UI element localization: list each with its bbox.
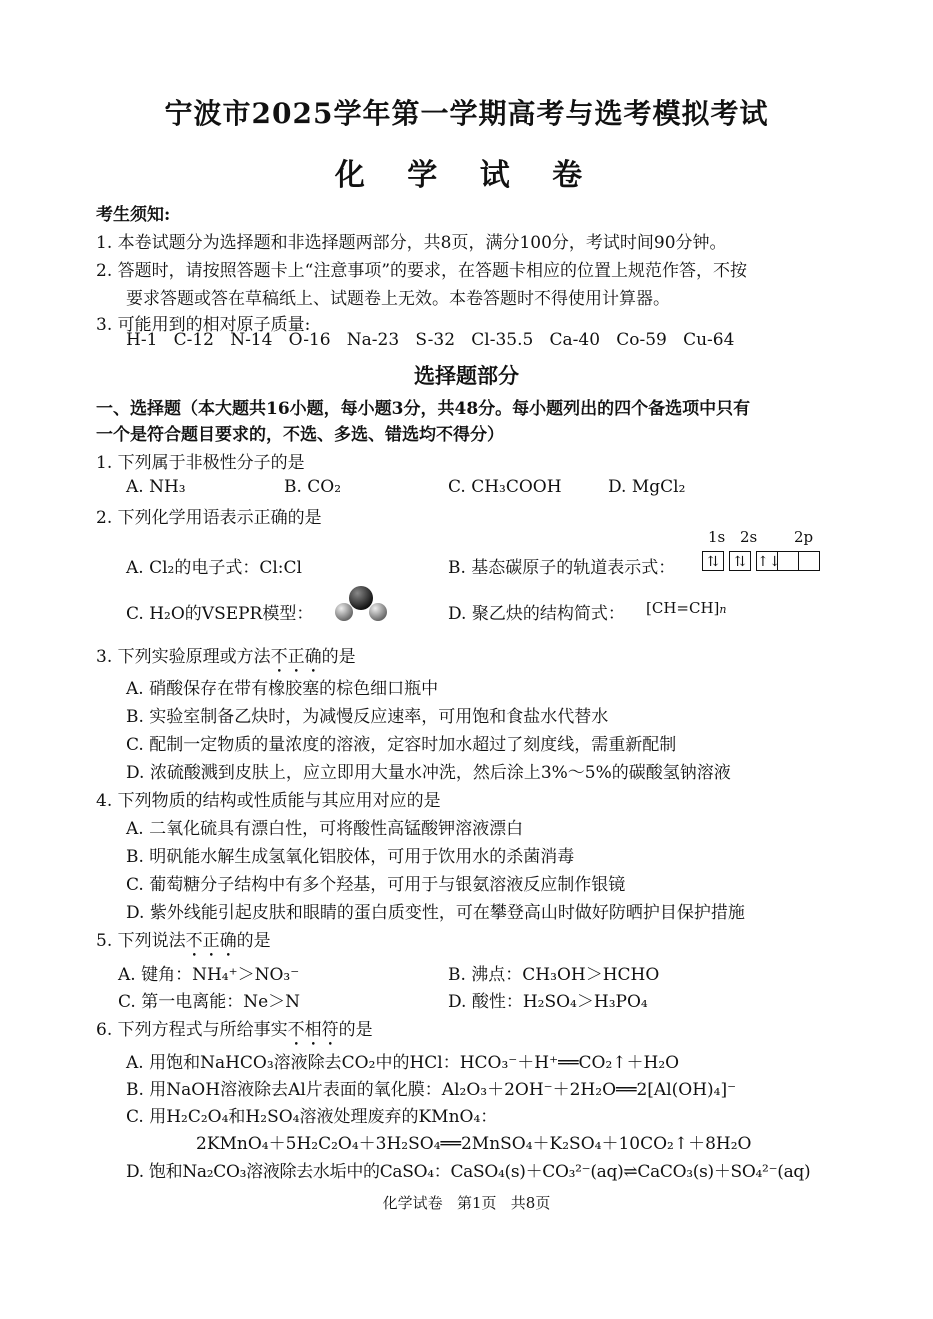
q6-stem-post: 的是 [338, 1020, 373, 1040]
water-vsepr-model-icon [330, 584, 392, 624]
q3-option-b: B. 实验室制备乙炔时，为减慢反应速率，可用饱和食盐水代替水 [126, 707, 609, 727]
exam-title: 宁波市2025学年第一学期高考与选考模拟考试 [164, 97, 769, 130]
q5-option-a: A. 键角：NH₄⁺＞NO₃⁻ [118, 965, 300, 985]
q6-stem-pre: 6. 下列方程式与所给事实 [96, 1020, 288, 1040]
q3-option-d: D. 浓硫酸溅到皮肤上，应立即用大量水冲洗，然后涂上3%～5%的碳酸氢钠溶液 [126, 763, 731, 783]
q6-option-b: B. 用NaOH溶液除去Al片表面的氧化膜：Al₂O₃＋2OH⁻＋2H₂O══2[Al(OH)₄]⁻ [126, 1080, 737, 1100]
q6-option-d: D. 饱和Na₂CO₃溶液除去水垢中的CaSO₄：CaSO₄(s)＋CO₃²⁻(aq)⇌CaCO₃(s)＋SO₄²⁻(aq) [126, 1162, 811, 1182]
q4-option-b: B. 明矾能水解生成氢氧化铝胶体，可用于饮用水的杀菌消毒 [126, 847, 575, 867]
orbital-label-2s: 2s [740, 528, 758, 546]
q1-option-a: A. NH₃ [126, 477, 186, 497]
q3-stem [96, 642, 356, 677]
notice-heading: 考生须知: [96, 205, 171, 225]
orbital-label-1s: 1s [708, 528, 726, 546]
section-title: 选择题部分 [414, 363, 519, 388]
page-footer: 化学试卷 第1页 共8页 [382, 1194, 551, 1212]
q1-stem: 1. 下列属于非极性分子的是 [96, 453, 305, 473]
q2-option-c: C. H₂O的VSEPR模型： [126, 604, 314, 624]
orbital-box-2p-1: ↑↓ [756, 551, 778, 571]
q2-option-b: B. 基态碳原子的轨道表示式： [448, 558, 676, 578]
polyacetylene-unit: [CH=CH] [646, 599, 720, 617]
q2-option-d: D. 聚乙炔的结构简式： [448, 604, 625, 624]
notice-item-3: 3. 可能用到的相对原子质量: [96, 315, 311, 335]
q4-stem: 4. 下列物质的结构或性质能与其应用对应的是 [96, 791, 441, 811]
orbital-diagram [703, 550, 820, 571]
q6-stem [96, 1015, 373, 1050]
section-instruction-1: 一、选择题（本大题共16小题，每小题3分，共48分。每小题列出的四个备选项中只有 [96, 399, 751, 419]
notice-item-2-cont: 要求答题或答在草稿纸上、试题卷上无效。本卷答题时不得使用计算器。 [126, 289, 670, 309]
q5-stem-emph: 不正确 [185, 931, 237, 951]
q5-stem-post: 的是 [236, 931, 271, 951]
orbital-box-2s: ⇅ [729, 551, 751, 571]
q5-option-b: B. 沸点：CH₃OH＞HCHO [448, 965, 660, 985]
q4-option-d: D. 紫外线能引起皮肤和眼睛的蛋白质变性，可在攀登高山时做好防晒护目保护措施 [126, 903, 745, 923]
q3-option-a: A. 硝酸保存在带有橡胶塞的棕色细口瓶中 [126, 679, 439, 699]
q4-option-a: A. 二氧化硫具有漂白性，可将酸性高锰酸钾溶液漂白 [126, 819, 524, 839]
subject-title: 化 学 试 卷 [334, 158, 599, 193]
polyacetylene-n: n [719, 603, 727, 616]
q6-option-a: A. 用饱和NaHCO₃溶液除去CO₂中的HCl：HCO₃⁻＋H⁺══CO₂↑＋H₂O [126, 1053, 680, 1073]
orbital-box-1s: ⇅ [702, 551, 724, 571]
q3-stem-emph: 不正确 [270, 647, 322, 667]
q6-option-c-equation: 2KMnO₄＋5H₂C₂O₄＋3H₂SO₄══2MnSO₄＋K₂SO₄＋10CO₂↑＋8H₂O [196, 1134, 752, 1154]
q4-option-c: C. 葡萄糖分子结构中有多个羟基，可用于与银氨溶液反应制作银镜 [126, 875, 626, 895]
q6-stem-emph: 不相符 [287, 1020, 339, 1040]
orbital-box-2p-2 [777, 551, 799, 571]
q5-stem-pre: 5. 下列说法 [96, 931, 186, 951]
notice-item-1: 1. 本卷试题分为选择题和非选择题两部分，共8页，满分100分，考试时间90分钟。 [96, 233, 727, 253]
section-instruction-2: 一个是符合题目要求的，不选、多选、错选均不得分） [96, 425, 504, 445]
q3-option-c: C. 配制一定物质的量浓度的溶液，定容时加水超过了刻度线，需重新配制 [126, 735, 677, 755]
q2-option-a: A. Cl₂的电子式：Cl:Cl [126, 558, 302, 578]
atomic-masses: H-1 C-12 N-14 O-16 Na-23 S-32 Cl-35.5 Ca-40 Co-59 Cu-64 [126, 330, 735, 350]
polyacetylene-formula [646, 599, 726, 617]
q5-stem [96, 926, 271, 961]
q3-stem-pre: 3. 下列实验原理或方法 [96, 647, 271, 667]
q3-stem-post: 的是 [321, 647, 356, 667]
q6-option-c: C. 用H₂C₂O₄和H₂SO₄溶液处理废弃的KMnO₄： [126, 1107, 498, 1127]
q5-option-d: D. 酸性：H₂SO₄＞H₃PO₄ [448, 992, 648, 1012]
q1-option-b: B. CO₂ [284, 477, 342, 497]
orbital-label-2p: 2p [794, 528, 814, 546]
q5-option-c: C. 第一电离能：Ne＞N [118, 992, 301, 1012]
q1-option-d: D. MgCl₂ [608, 477, 686, 497]
q2-stem: 2. 下列化学用语表示正确的是 [96, 508, 322, 528]
q1-option-c: C. CH₃COOH [448, 477, 562, 497]
notice-item-2: 2. 答题时，请按照答题卡上“注意事项”的要求，在答题卡相应的位置上规范作答，不按 [96, 261, 748, 281]
orbital-box-2p-3 [798, 551, 820, 571]
